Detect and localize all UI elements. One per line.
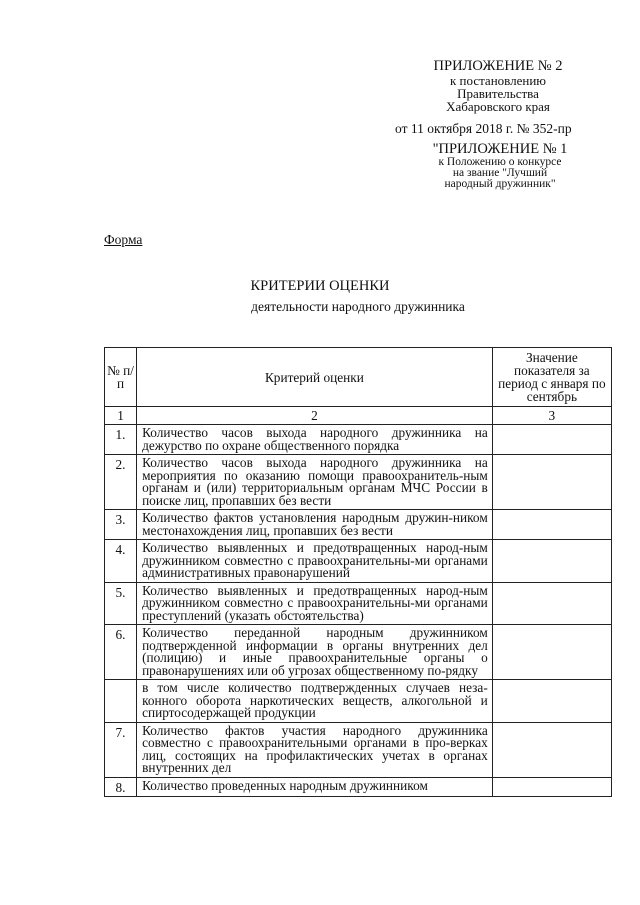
value-cell <box>492 425 611 455</box>
appendix-1-line: к Положению о конкурсе <box>438 156 562 168</box>
header-value: Значение показателя за период с января по сентябрь <box>492 348 611 407</box>
column-index: 3 <box>492 407 611 425</box>
value-cell <box>492 455 611 510</box>
criterion-text: Количество выявленных и предотвращенных народ-ным дружинником совместно с правоохранительны-ми органами административных правонарушений <box>137 540 493 583</box>
appendix-2-line: Хабаровского края <box>446 99 550 114</box>
appendix-2-line: к постановлению <box>449 73 547 88</box>
row-number: 8. <box>105 777 137 796</box>
criterion-text: Количество фактов участия народного дружинника совместно с правоохранительными органами в про-верках лиц, состоящих на профилактических учетах в органах внутренних дел <box>137 722 493 777</box>
value-cell <box>492 680 611 723</box>
criterion-text: Количество часов выхода народного дружинника на дежурство по охране общественного порядка <box>137 425 493 455</box>
row-number: 5. <box>105 582 137 625</box>
header-criterion: Критерий оценки <box>137 348 493 407</box>
table-row <box>105 455 612 510</box>
criterion-text: Количество фактов установления народным дружин-ником местонахождения лиц, пропавших без вести <box>137 510 493 540</box>
row-number: 2. <box>105 455 137 510</box>
document-title: КРИТЕРИИ ОЦЕНКИ <box>250 278 390 294</box>
appendix-1-block <box>410 141 590 190</box>
table-row <box>105 540 612 583</box>
appendix-2-date: от 11 октября 2018 г. № 352-пр <box>395 121 572 136</box>
row-number <box>105 680 137 723</box>
row-number: 7. <box>105 722 137 777</box>
table-row <box>105 777 612 796</box>
appendix-1-title: "ПРИЛОЖЕНИЕ № 1 <box>432 141 568 157</box>
criterion-text: Количество переданной народным дружинником подтвержденной информации в органы внутренних дел (полицию) и иные правоохранительные органы о правонарушениях или об угрозах общественному по-рядку <box>137 625 493 680</box>
table-row <box>105 582 612 625</box>
value-cell <box>492 625 611 680</box>
value-cell <box>492 510 611 540</box>
appendix-2-line: Правительства <box>457 86 539 101</box>
criterion-text: в том числе количество подтвержденных случаев неза-конного оборота наркотических веществ, алкогольной и спиртосодержащей продукции <box>137 680 493 723</box>
criterion-text: Количество выявленных и предотвращенных народ-ным дружинником совместно с правоохранительны-ми органами преступлений (указать обстоятельства) <box>137 582 493 625</box>
appendix-1-line: народный дружинник" <box>444 178 556 190</box>
row-number: 4. <box>105 540 137 583</box>
column-index: 1 <box>105 407 137 425</box>
value-cell <box>492 540 611 583</box>
row-number: 3. <box>105 510 137 540</box>
appendix-1-line: на звание "Лучший <box>452 167 548 179</box>
criteria-table <box>104 347 612 797</box>
header-number: № п/п <box>105 348 137 407</box>
row-number: 6. <box>105 625 137 680</box>
appendix-2-title: ПРИЛОЖЕНИЕ № 2 <box>433 58 563 74</box>
appendix-2-block <box>388 58 608 113</box>
criterion-text: Количество проведенных народным дружинником <box>137 777 493 796</box>
row-number: 1. <box>105 425 137 455</box>
table-row <box>105 625 612 680</box>
value-cell <box>492 777 611 796</box>
form-label: Форма <box>104 232 143 247</box>
table-row <box>105 722 612 777</box>
column-index: 2 <box>137 407 493 425</box>
table-row <box>105 680 612 723</box>
criterion-text: Количество часов выхода народного дружинника на мероприятия по оказанию помощи правоохранитель-ным органам и (или) территориальным органам МЧС России в поиске лиц, пропавших без вести <box>137 455 493 510</box>
document-subtitle: деятельности народного дружинника <box>251 299 465 314</box>
value-cell <box>492 582 611 625</box>
column-index-row <box>105 407 612 425</box>
table-row <box>105 425 612 455</box>
value-cell <box>492 722 611 777</box>
table-row <box>105 510 612 540</box>
